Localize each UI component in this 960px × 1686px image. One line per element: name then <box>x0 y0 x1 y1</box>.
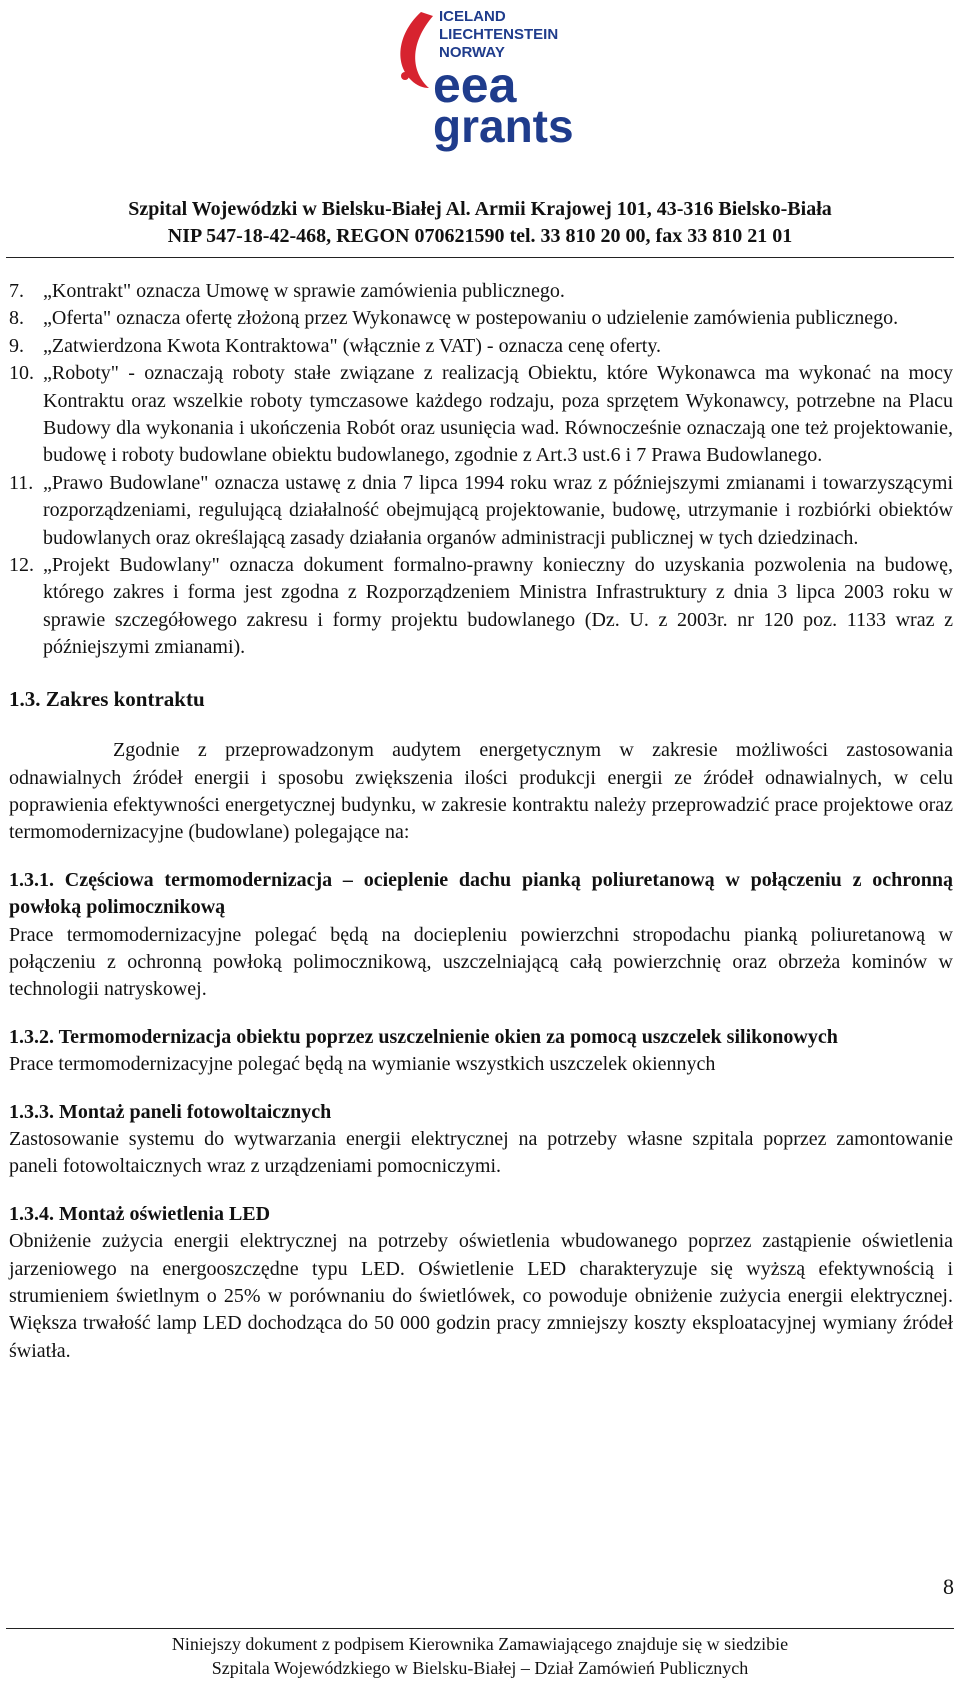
logo-brand-eea: eea <box>433 57 517 113</box>
subsection-title: 1.3.2. Termomodernizacja obiektu poprzez uszczelnienie okien za pomocą uszczelek silikonowych <box>9 1025 838 1048</box>
definition-item <box>9 333 953 360</box>
header-divider <box>6 257 954 258</box>
logo-brand-grants: grants <box>433 100 574 152</box>
definition-item <box>9 305 953 332</box>
definition-item <box>9 470 953 552</box>
document-body <box>9 278 953 1365</box>
section-intro: Zgodnie z przeprowadzonym audytem energetycznym w zakresie możliwości zastosowania odnawialnych źródeł energii i sposobu zwiększenia ilości produkcji energii ze źródeł odnawialnych, w celu poprawienia efektywności energetycznej budynku, w zakresie kontraktu należy przeprowadzić prace projektowe oraz termomodernizacyjne (budowlane) polegające na: <box>9 739 953 844</box>
definition-text: „Projekt Budowlany" oznacza dokument formalno-prawny konieczny do uzyskania pozwolenia na budowę, którego zakres i forma jest zgodna z Rozporządzeniem Ministra Infrastruktury z dnia 3 lipca 2003 roku w sprawie szczegółowego zakresu i formy projektu budowlanego (Dz. U. z 2003r. nr 120 poz. 1133 wraz z późniejszymi zmianami). <box>43 554 953 659</box>
subsection-title: 1.3.3. Montaż paneli fotowoltaicznych <box>9 1100 332 1123</box>
definition-number: 8. <box>9 307 24 330</box>
definition-number: 10. <box>9 362 34 385</box>
logo-red-dot <box>401 72 409 80</box>
subsection-text: Obniżenie zużycia energii elektrycznej na potrzeby oświetlenia wbudowanego poprzez zastąpienie oświetlenia jarzeniowego na energooszczędne typu LED. Oświetlenie LED charakteryzuje się wyższą efektywnością i strumieniem świetlnym o 25% w porównaniu do świetlówek, co powoduje obniżenie zużycia energii elektrycznej. Większa trwałość lamp LED dochodząca do 50 000 godzin pracy zmniejszy koszty eksploatacyjnej wymiany źródeł światła. <box>9 1230 953 1362</box>
definition-text: „Prawo Budowlane" oznacza ustawę z dnia 7 lipca 1994 roku wraz z późniejszymi zmianami i towarzyszącymi rozporządzeniami, regulującą działalność obejmującą projektowanie, budowę, utrzymanie i rozbiórki obiektów budowlanych oraz określającą zasady działania organów administracji publicznej w tych dziedzinach. <box>43 471 953 549</box>
definition-item <box>9 552 953 662</box>
subsection-text: Zastosowanie systemu do wytwarzania energii elektrycznej na potrzeby własne szpitala poprzez zamontowanie paneli fotowoltaicznych wraz z urządzeniami pomocniczymi. <box>9 1127 953 1178</box>
definition-number: 7. <box>9 280 24 302</box>
header-contact-line: NIP 547-18-42-468, REGON 070621590 tel. 33 810 20 00, fax 33 810 21 01 <box>167 225 793 247</box>
subsection-title: 1.3.4. Montaż oświetlenia LED <box>9 1202 271 1225</box>
page-number: 8 <box>943 1574 954 1599</box>
page-footer <box>0 1632 960 1680</box>
definition-number: 11. <box>9 471 34 494</box>
definition-number: 9. <box>9 334 24 357</box>
eea-grants-logo <box>393 2 633 152</box>
definition-text: „Roboty" - oznaczają roboty stałe związane z realizacją Obiektu, które Wykonawca ma wykonać na mocy Kontraktu oraz wszelkie roboty tymczasowe każdego rodzaju, poza sprzętem Wykonawcy, potrzebne na Placu Budowy dla wykonania i ukończenia Robót oraz usunięcia wad. Równocześnie oznaczają one też projektowanie, budowę i roboty budowlane obiektu budowlanego, zgodnie z Art.3 ust.6 i 7 Prawa Budowlanego. <box>43 362 953 467</box>
definition-item <box>9 278 953 305</box>
footer-line: Niniejszy dokument z podpisem Kierownika Zamawiającego znajduje się w siedzibie <box>171 1634 789 1654</box>
logo-country-iceland: ICELAND <box>439 8 506 25</box>
header-address-line: Szpital Wojewódzki w Bielsku-Białej Al. Armii Krajowej 101, 43-316 Bielsko-Biała <box>128 198 832 220</box>
definition-text: „Kontrakt" oznacza Umowę w sprawie zamówienia publicznego. <box>43 280 565 302</box>
definition-item <box>9 360 953 470</box>
logo-country-norway: NORWAY <box>439 44 505 61</box>
section-heading: 1.3. Zakres kontraktu <box>9 686 205 711</box>
definition-text: „Zatwierdzona Kwota Kontraktowa" (włącznie z VAT) - oznacza cenę oferty. <box>43 334 662 357</box>
definition-number: 12. <box>9 554 34 577</box>
eea-grants-logo-graphic <box>393 2 633 152</box>
definition-text: „Oferta" oznacza ofertę złożoną przez Wykonawcę w postepowaniu o udzielenie zamówienia publicznego. <box>43 307 899 330</box>
institution-header <box>0 196 960 250</box>
logo-country-liechtenstein: LIECHTENSTEIN <box>439 26 559 43</box>
footer-divider <box>6 1628 954 1629</box>
subsection-text: Prace termomodernizacyjne polegać będą na wymianie wszystkich uszczelek okiennych <box>9 1053 716 1076</box>
definitions-list <box>9 278 953 662</box>
footer-line: Szpitala Wojewódzkiego w Bielsku-Białej – Dział Zamówień Publicznych <box>211 1658 749 1678</box>
subsection-title: 1.3.1. Częściowa termomodernizacja – ocieplenie dachu pianką poliuretanową w połączeniu z ochronną powłoką polimocznikową <box>9 868 953 919</box>
subsection-text: Prace termomodernizacyjne polegać będą na dociepleniu powierzchni stropodachu pianką poliuretanową w połączeniu z ochronną powłoką polimocznikową, uszczelniającą całą powierzchnię oraz obrzeża kominów w technologii natryskowej. <box>9 923 953 1001</box>
